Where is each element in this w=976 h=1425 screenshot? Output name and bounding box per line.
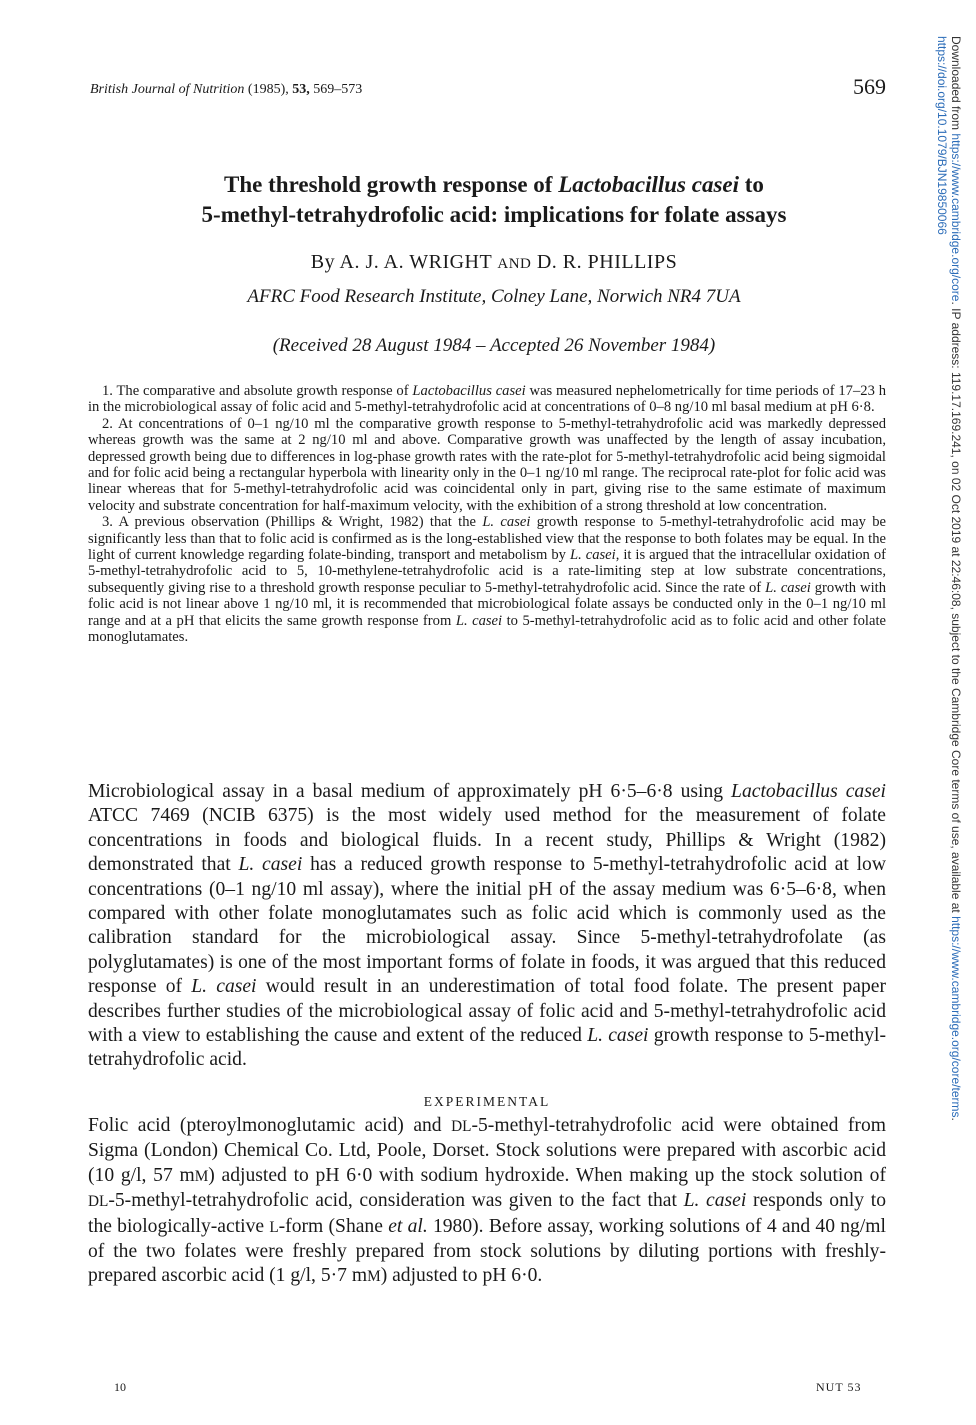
article-title <box>90 170 898 230</box>
journal-pages: 569–573 <box>313 82 363 97</box>
download-period: . <box>949 1117 963 1121</box>
author-2: D. R. PHILLIPS <box>536 251 678 273</box>
by-label: By <box>310 251 336 273</box>
title-text-2: to <box>739 172 764 197</box>
experimental-paragraph: Folic acid (pteroylmonoglutamic acid) and DL-5-methyl-tetrahydrofolic acid were obtained from Sigma (London) Chemical Co. Ltd, Poole, Dorset. Stock solutions were prepared with ascorbic acid (10 g/l, 57 mM) adjusted to pH 6·0 with sodium hydroxide. When making up the stock solution of DL-5-methyl-tetrahydrofolic acid, consideration was given to the fact that L. casei responds only to the biologically-active L-form (Shane et al. 1980). Before assay, working solutions of 4 and 40 ng/ml of the two folates were freshly prepared from stock solutions by diluting portions with freshly-prepared ascorbic acid (1 g/l, 5·7 mM) adjusted to pH 6·0. <box>88 1115 887 1287</box>
journal-citation <box>90 82 362 98</box>
download-notice <box>935 36 963 1121</box>
page-number: 569 <box>853 74 886 99</box>
and-label: AND <box>497 256 532 272</box>
introduction <box>88 780 886 1073</box>
download-details: . IP address: 119.17.169.241, on 02 Oct 2019 at 22:46:08, subject to the Cambridge Core terms of use, available at <box>949 301 963 917</box>
title-line-2: 5-methyl-tetrahydrofolic acid: implications for folate assays <box>201 202 787 227</box>
journal-volume: 53, <box>292 82 310 97</box>
abstract <box>88 383 886 646</box>
doi-link[interactable]: https://doi.org/10.1079/BJN19850066 <box>935 36 949 235</box>
author-1: A. J. A. WRIGHT <box>339 251 492 273</box>
footer-signature: 10 <box>114 1380 126 1394</box>
terms-link[interactable]: https://www.cambridge.org/core/terms <box>949 916 963 1118</box>
title-organism: Lactobacillus casei <box>558 172 740 197</box>
cambridge-core-link[interactable]: https://www.cambridge.org/core <box>949 133 963 302</box>
abstract-point-3: 3. A previous observation (Phillips & Wright, 1982) that the L. casei growth response to 5-methyl-tetrahydrofolic acid may be significantly less than that to folic acid is confirmed as is the long-established view that the response to both folates may be equal. In the light of current knowledge regarding folate-binding, transport and metabolism by L. casei, it is argued that the intracellular oxidation of 5-methyl-tetrahydrofolic acid to 5, 10-methylene-tetrahydrofolic acid is a rate-limiting step at low substrate concentrations, subsequently giving rise to a threshold growth response peculiar to 5-methyl-tetrahydrofolic acid. Since the rate of L. casei growth with folic acid is not linear above 1 ng/10 ml, it is recommended that microbiological folate assays be conducted only in the 0–1 ng/10 ml range and at a pH that elicits the same growth response from L. casei to 5-methyl-tetrahydrofolic acid as to folic acid and other folate monoglutamates. <box>88 514 886 646</box>
journal-name: British Journal of Nutrition <box>90 82 245 97</box>
abstract-point-1: 1. The comparative and absolute growth response of Lactobacillus casei was measured nephelometrically for time periods of 17–23 h in the microbiological assay of folic acid and 5-methyl-tetrahydrofolic acid at concentrations of 0–8 ng/10 ml basal medium at pH 6·8. <box>88 383 887 416</box>
download-prefix: Downloaded from <box>949 36 963 134</box>
intro-paragraph: Microbiological assay in a basal medium of approximately pH 6·5–6·8 using Lactobacillus casei ATCC 7469 (NCIB 6375) is the most widely used method for the measurement of folate concentrations in foods and biological fluids. In a recent study, Phillips & Wright (1982) demonstrated that L. casei has a reduced growth response to 5-methyl-tetrahydrofolic acid at low concentrations (0–1 ng/10 ml assay), where the initial pH of the assay medium was 6·5–6·8, when compared with other folate monoglutamates such as folic acid which is commonly used as the calibration standard for the microbiological assay. Since 5-methyl-tetrahydrofolate (as polyglutamates) is one of the most important forms of folate in foods, it was argued that this reduced response of L. casei would result in an underestimation of total food folate. The present paper describes further studies of the microbiological assay of folic acid and 5-methyl-tetrahydrofolic acid with a view to establishing the cause and extent of the reduced L. casei growth response to 5-methyl-tetrahydrofolic acid. <box>88 781 887 1071</box>
section-heading-experimental: EXPERIMENTAL <box>423 1094 551 1109</box>
title-text-1: The threshold growth response of <box>224 172 559 197</box>
footer-journal-code: NUT 53 <box>816 1380 862 1394</box>
experimental-section <box>88 1114 886 1290</box>
journal-year: (1985), <box>247 82 289 97</box>
abstract-point-2: 2. At concentrations of 0–1 ng/10 ml the comparative growth response to 5-methyl-tetrahydrofolic acid was markedly depressed whereas growth was the same at 2 ng/10 ml and above. Comparative growth was unaffected by the length of assay incubation, depressed growth being due to differences in log-phase growth rates with the rate-plot for 5-methyl-tetrahydrofolic acid being sigmoidal and for folic acid being a rectangular hyperbola with linearity only in the 0–1 ng/10 ml range. The reciprocal rate-plot for folic acid was linear whereas that for 5-methyl-tetrahydrofolic acid was coincidental only in part, giving rise to the same estimate of maximum velocity and substrate concentration for half-maximum velocity, with the exhibition of a strong threshold at low concentration. <box>88 415 886 514</box>
affiliation: AFRC Food Research Institute, Colney Lane, Norwich NR4 7UA <box>247 286 741 307</box>
author-line <box>90 251 898 274</box>
received-dates: (Received 28 August 1984 – Accepted 26 November 1984) <box>272 335 716 356</box>
